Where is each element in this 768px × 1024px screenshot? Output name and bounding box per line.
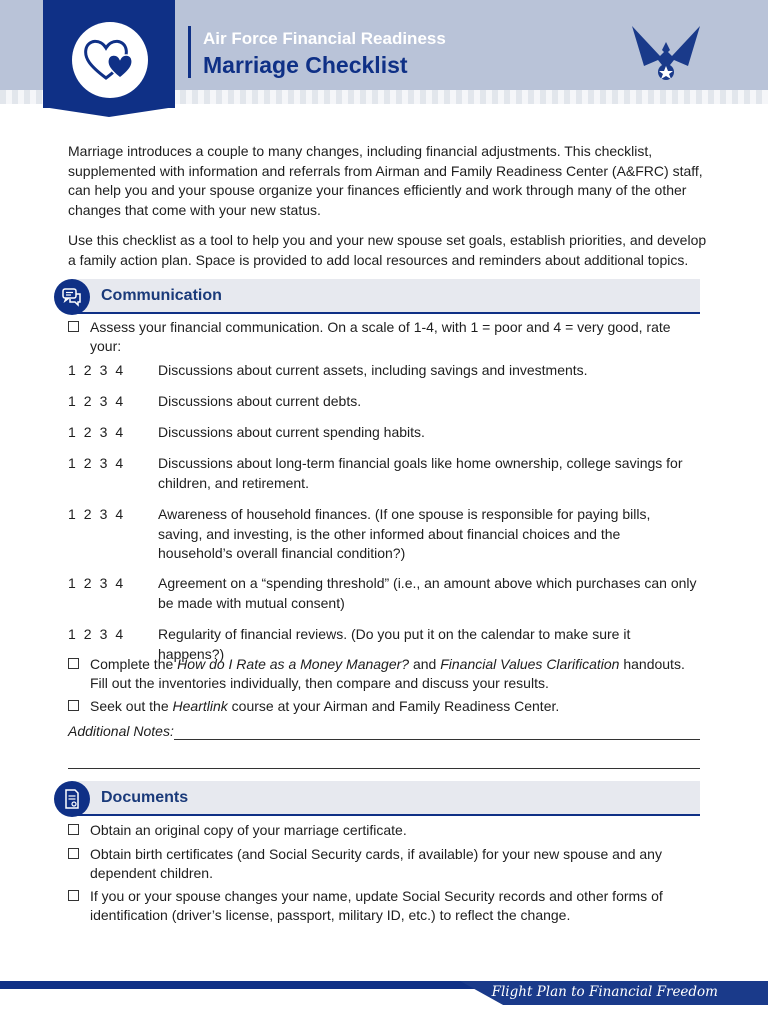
rating-item-label: Agreement on a “spending threshold” (i.e., an amount above which purchases can only be made with mutual consent) [158,575,697,611]
notes-line[interactable] [174,739,700,740]
rating-row [68,574,700,613]
rating-row [68,423,700,443]
rating-scale[interactable]: 1 2 3 4 [68,506,124,522]
rating-scale[interactable]: 1 2 3 4 [68,424,124,440]
checkbox[interactable] [68,890,79,901]
section-title: Documents [101,789,189,806]
page-title: Marriage Checklist [203,52,408,78]
air-force-logo-icon [630,20,702,88]
checklist-item-label: Assess your financial communication. On a scale of 1-4, with 1 = poor and 4 = very good, rate your: [90,319,671,354]
checklist-item-label: Obtain birth certificates (and Social Security cards, if available) for your new spouse and any dependent children. [90,846,662,881]
notes-line[interactable] [68,768,700,769]
checklist-item [68,655,700,692]
rating-scale[interactable]: 1 2 3 4 [68,362,124,378]
checklist-item [68,845,700,882]
rating-row [68,505,700,564]
checklist-item [68,318,700,355]
checklist-item-label: Seek out the Heartlink course at your Airman and Family Readiness Center. [90,698,560,714]
section-title: Communication [101,287,222,304]
checkbox[interactable] [68,848,79,859]
section-icon-circle [54,279,90,315]
additional-notes-label: Additional Notes: [68,723,174,739]
header-subtitle: Air Force Financial Readiness [203,29,446,48]
rating-item-label: Awareness of household finances. (If one spouse is responsible for paying bills, saving, and investing, is the other informed about financial choices and the household’s overall financial condition?) [158,506,651,561]
header-badge-tip [43,107,175,117]
rating-item-label: Discussions about long-term financial goals like home ownership, college savings for children, and retirement. [158,455,683,491]
checkbox[interactable] [68,658,79,669]
footer-tagline: Flight Plan to Financial Freedom [491,984,718,1000]
rating-scale[interactable]: 1 2 3 4 [68,626,124,642]
rating-item-label: Discussions about current spending habits. [158,424,425,440]
intro-paragraph-1: Marriage introduces a couple to many changes, including financial adjustments. This checklist, supplemented with information and referrals from Airman and Family Readiness Center (A&FRC) staff, can help you and your spouse organize your finances efficiently and work through many of the other changes that come with your new status. [68,143,703,218]
hearts-icon [80,32,140,88]
rating-scale[interactable]: 1 2 3 4 [68,575,124,591]
rating-row [68,361,700,381]
rating-row [68,392,700,412]
checkbox[interactable] [68,824,79,835]
section-icon-circle [54,781,90,817]
badge-circle [72,22,148,98]
rating-item-label: Regularity of financial reviews. (Do you put it on the calendar to make sure it happens?) [158,626,631,662]
checkbox[interactable] [68,321,79,332]
checklist-item [68,821,700,840]
header-divider [188,26,191,78]
checkbox[interactable] [68,700,79,711]
checklist-item-label: Obtain an original copy of your marriage certificate. [90,822,407,838]
checklist-item-label: If you or your spouse changes your name, update Social Security records and other forms of identification (driver’s license, passport, military ID, etc.) to reflect the change. [90,888,663,923]
checklist-item [68,697,700,716]
checklist-item [68,887,700,924]
chat-bubbles-icon [62,287,82,307]
documents-section-header [54,781,700,816]
rating-item-label: Discussions about current debts. [158,393,362,409]
communication-section-header [54,279,700,314]
rating-scale[interactable]: 1 2 3 4 [68,393,124,409]
checklist-item-label: Complete the How do I Rate as a Money Manager? and Financial Values Clarification handouts. Fill out the inventories individually, then compare and discuss your results. [90,656,685,691]
additional-notes [68,723,700,739]
intro-paragraph-2: Use this checklist as a tool to help you and your new spouse set goals, establish priorities, and develop a family action plan. Space is provided to add local resources and reminders about additional topics. [68,232,707,268]
document-icon [62,789,82,809]
rating-scale[interactable]: 1 2 3 4 [68,455,124,471]
rating-row [68,454,700,493]
rating-item-label: Discussions about current assets, including savings and investments. [158,362,588,378]
